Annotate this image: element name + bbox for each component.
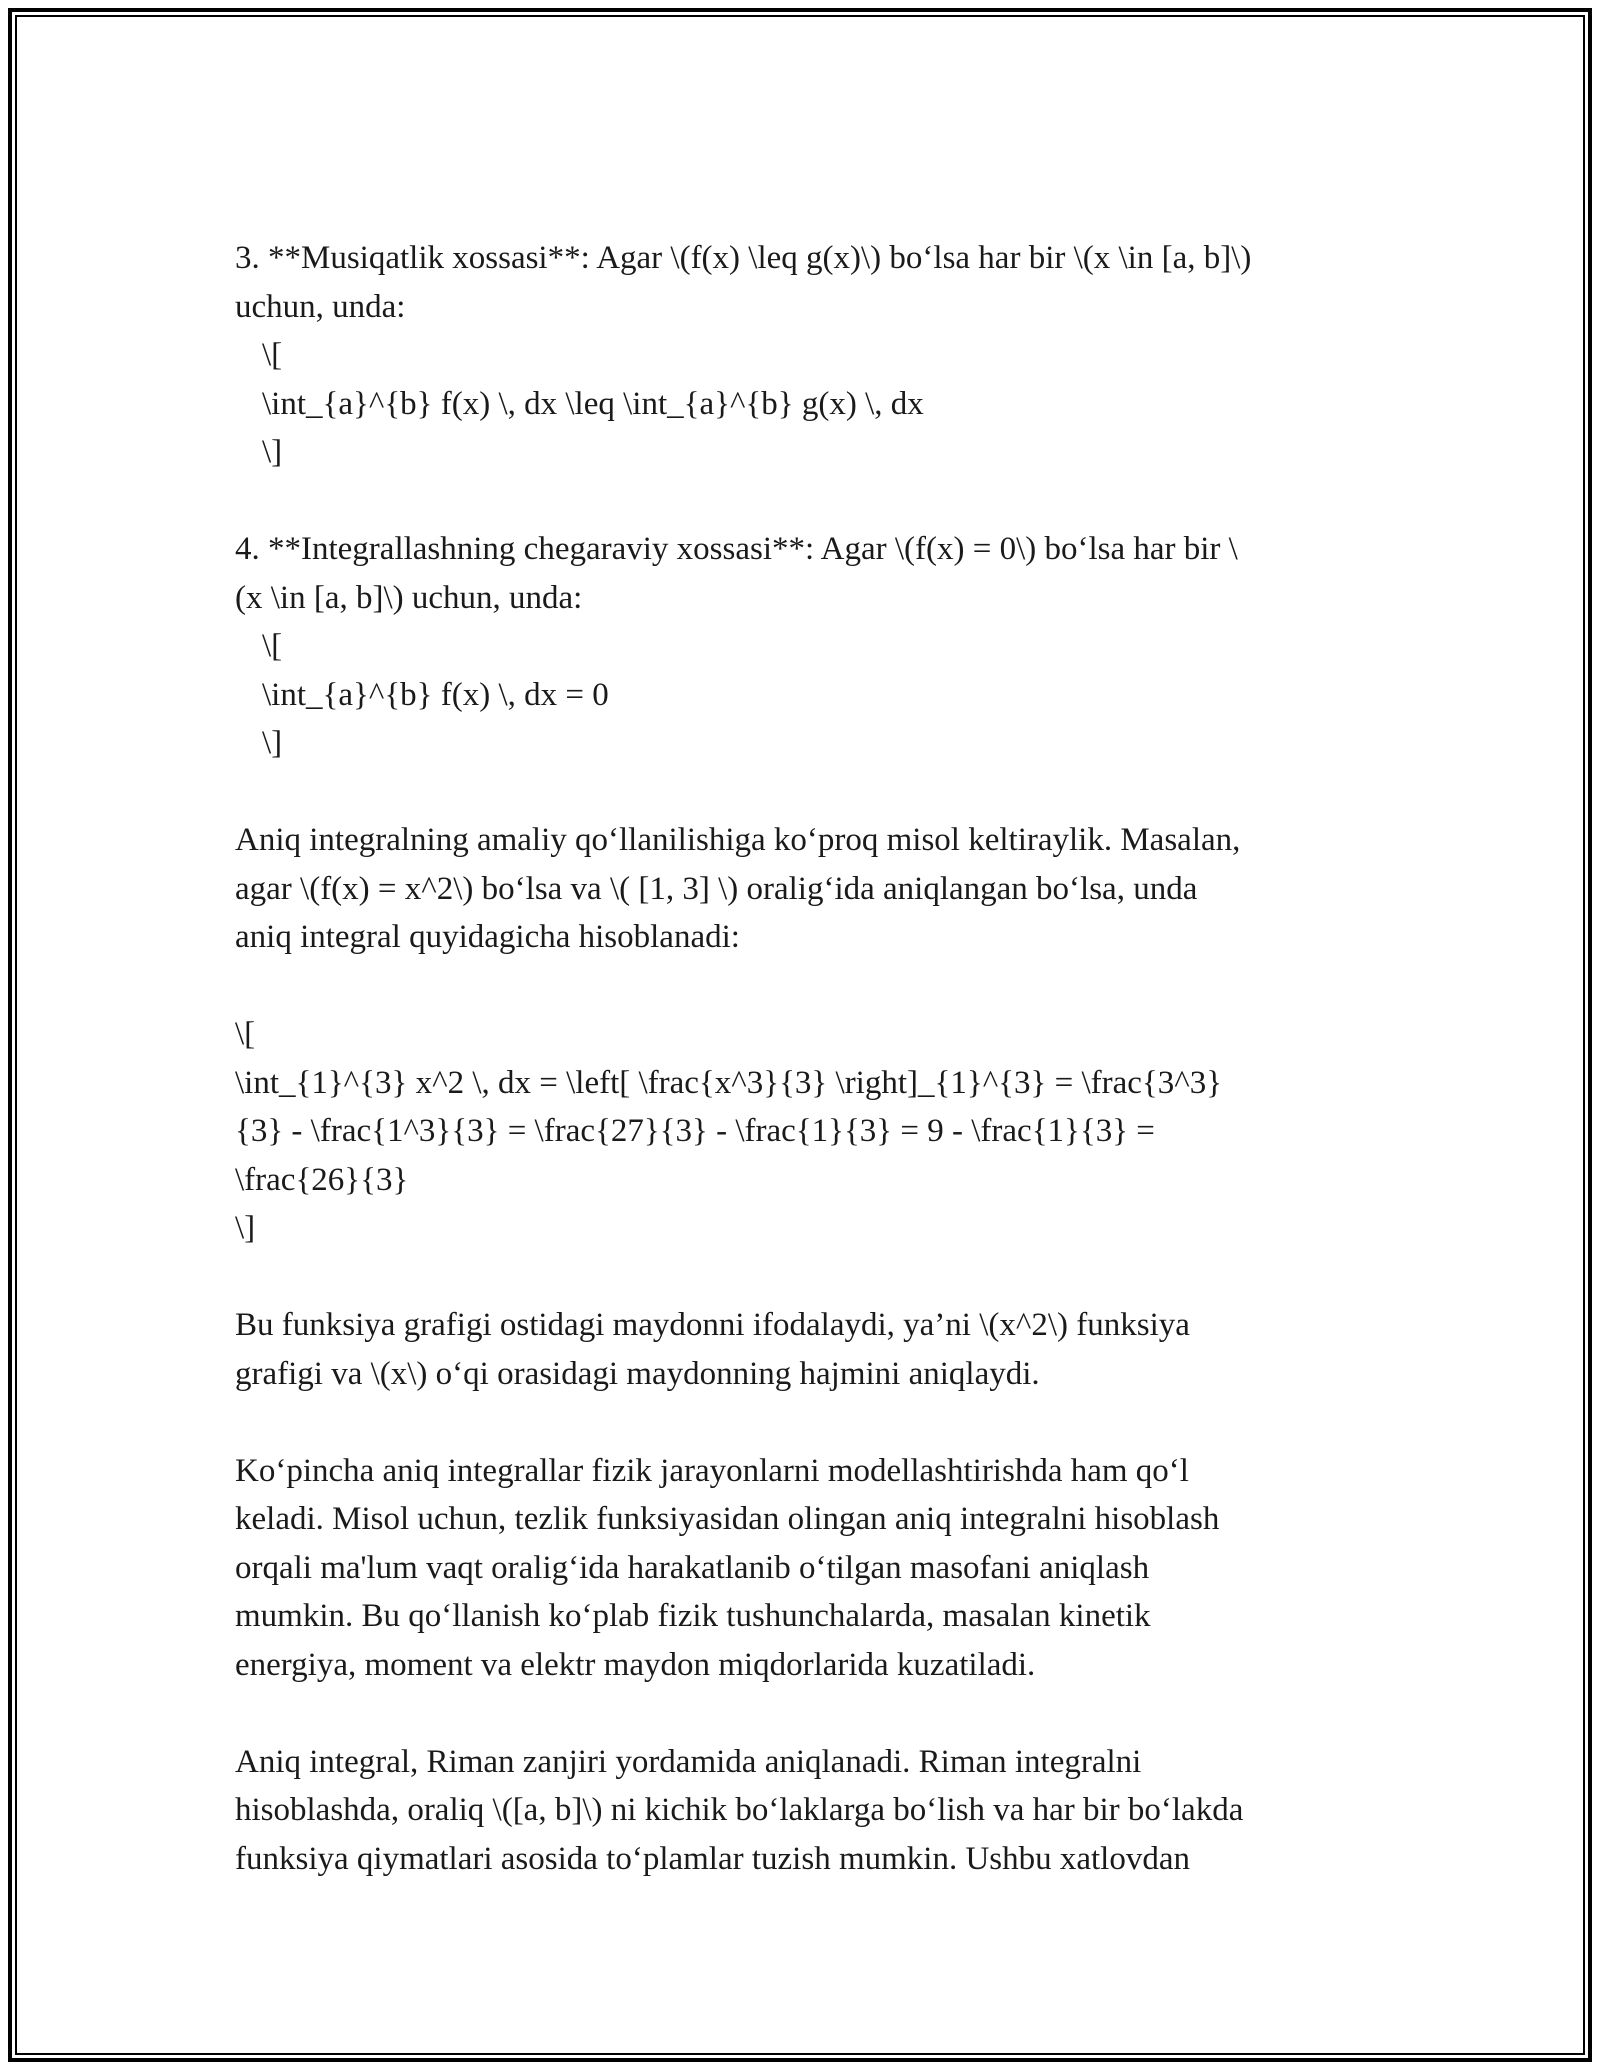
paragraph-spacer <box>235 477 1370 526</box>
text-line: (x \in [a, b]\) uchun, unda: <box>235 579 583 616</box>
text-line: Aniq integral, Riman zanjiri yordamida aniqlanadi. Riman integralni <box>235 1743 1142 1780</box>
text-line: 4. **Integrallashning chegaraviy xossasi**: Agar \(f(x) = 0\) bo‘lsa har bir \ <box>235 531 1238 567</box>
formula-line: \[ <box>262 337 283 373</box>
text-line: \[ <box>235 1016 256 1052</box>
text-line: orqali ma'lum vaqt oralig‘ida harakatlanib o‘tilgan masofani aniqlash <box>235 1549 1150 1586</box>
formula-line: \[ <box>262 628 283 664</box>
document-body <box>235 234 1370 1883</box>
text-line: mumkin. Bu qo‘llanish ko‘plab fizik tushunchalarda, masalan kinetik <box>235 1598 1151 1634</box>
paragraph-spacer <box>235 1689 1370 1738</box>
text-line: \int_{1}^{3} x^2 \, dx = \left[ \frac{x^3}{3} \right]_{1}^{3} = \frac{3^3} <box>235 1064 1223 1101</box>
text-line: 3. **Musiqatlik xossasi**: Agar \(f(x) \leq g(x)\) bo‘lsa har bir \(x \in [a, b]\) <box>235 240 1252 276</box>
text-line: aniq integral quyidagicha hisoblanadi: <box>235 919 740 955</box>
text-line: hisoblashda, oraliq \([a, b]\) ni kichik bo‘laklarga bo‘lish va har bir bo‘lakda <box>235 1792 1244 1828</box>
text-line: funksiya qiymatlari asosida to‘plamlar tuzish mumkin. Ushbu xatlovdan <box>235 1840 1191 1877</box>
text-line: Bu funksiya grafigi ostidagi maydonni ifodalaydi, ya’ni \(x^2\) funksiya <box>235 1307 1190 1343</box>
text-line: energiya, moment va elektr maydon miqdorlarida kuzatiladi. <box>235 1646 1036 1683</box>
formula-line: \int_{a}^{b} f(x) \, dx = 0 <box>262 676 609 713</box>
paragraph-spacer <box>235 1253 1370 1302</box>
text-line: {3} - \frac{1^3}{3} = \frac{27}{3} - \frac{1}{3} = 9 - \frac{1}{3} = <box>235 1113 1155 1149</box>
formula-line: \] <box>262 434 283 470</box>
text-line: grafigi va \(x\) o‘qi orasidagi maydonning hajmini aniqlaydi. <box>235 1355 1040 1392</box>
text-line: \frac{26}{3} <box>235 1161 409 1198</box>
text-line: keladi. Misol uchun, tezlik funksiyasidan olingan aniq integralni hisoblash <box>235 1501 1220 1537</box>
text-line: Ko‘pincha aniq integrallar fizik jarayonlarni modellashtirishda ham qo‘l <box>235 1452 1189 1489</box>
paragraph-spacer <box>235 768 1370 817</box>
text-line: Aniq integralning amaliy qo‘llanilishiga ko‘proq misol keltiraylik. Masalan, <box>235 822 1241 858</box>
paragraph-spacer <box>235 1398 1370 1447</box>
formula-line: \] <box>262 725 283 761</box>
text-line: uchun, unda: <box>235 288 406 325</box>
text-line: \] <box>235 1210 256 1246</box>
formula-line: \int_{a}^{b} f(x) \, dx \leq \int_{a}^{b} g(x) \, dx <box>262 385 924 422</box>
paragraph-spacer <box>235 962 1370 1011</box>
text-line: agar \(f(x) = x^2\) bo‘lsa va \( [1, 3] \) oralig‘ida aniqlangan bo‘lsa, unda <box>235 870 1198 907</box>
